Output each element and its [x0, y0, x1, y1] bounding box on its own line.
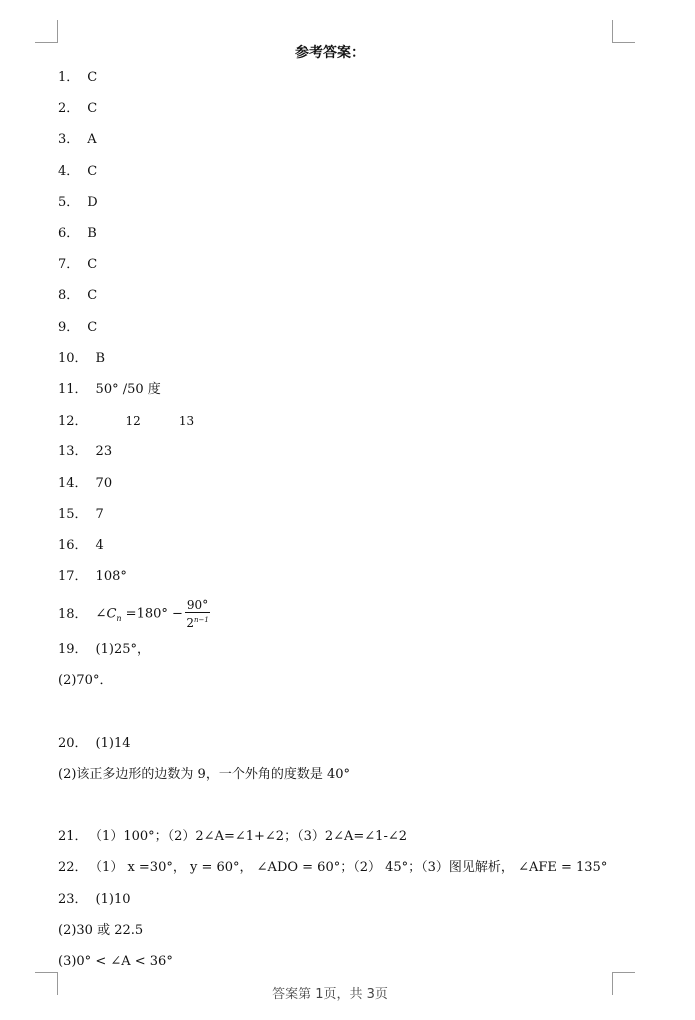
answer-item: 9． C	[58, 320, 98, 335]
page-footer: 答案第 1页，共 3页	[272, 987, 388, 1002]
crop-mark-top-right	[612, 20, 635, 43]
answer-item: 4． C	[58, 164, 98, 179]
answer-item: 10． B	[58, 351, 106, 366]
answer-item: 23． (1)10	[58, 892, 131, 907]
answer-item: 12． 12 13	[58, 414, 195, 429]
answer-part-b: 13	[178, 414, 195, 428]
answer-item: 19． (1)25°，	[58, 642, 151, 657]
answer-subitem: (3)0° < ∠A < 36°	[58, 954, 173, 969]
answer-part-a: 12	[125, 414, 141, 428]
answer-item-formula: 18． $\angle C_n =180^\circ$ − $\frac{90^\circ}{2^{n-1}}$	[58, 598, 209, 630]
answer-subitem: (2)该正多边形的边数为 9，一个外角的度数是 40°	[58, 767, 350, 782]
answer-item: 21． （1）100°；（2）2∠A=∠1+∠2；（3）2∠A=∠1-∠2	[58, 829, 408, 844]
answer-item: 13． 23	[58, 444, 113, 459]
answer-item: 14． 70	[58, 476, 113, 491]
answer-item: 16． 4	[58, 538, 104, 553]
answer-item: 3． A	[58, 132, 97, 147]
answer-item: 11． 50° /50 度	[58, 382, 161, 397]
answer-item: 7． C	[58, 257, 98, 272]
answer-item: 17． 108°	[58, 569, 127, 584]
fraction: $\frac{90^\circ}{2^{n-1}}$	[186, 598, 209, 630]
answer-item: 1． C	[58, 70, 98, 85]
answer-subitem: (2)30 或 22.5	[58, 923, 144, 938]
page-title: 参考答案：	[295, 45, 365, 61]
answer-item: 5． D	[58, 195, 98, 210]
answer-item: 22． （1） x =30°， y = 60°， ∠ADO = 60°；（2） 45°；（3）图见解析， ∠AFE = 135°	[58, 860, 608, 875]
answer-subitem: (2)70°．	[58, 673, 113, 688]
answer-item: 2． C	[58, 101, 98, 116]
answer-item: 20． (1)14	[58, 736, 131, 751]
answer-item: 15． 7	[58, 507, 104, 522]
crop-mark-top-left	[35, 20, 58, 43]
answer-item: 8． C	[58, 288, 98, 303]
answer-item: 6． B	[58, 226, 97, 241]
